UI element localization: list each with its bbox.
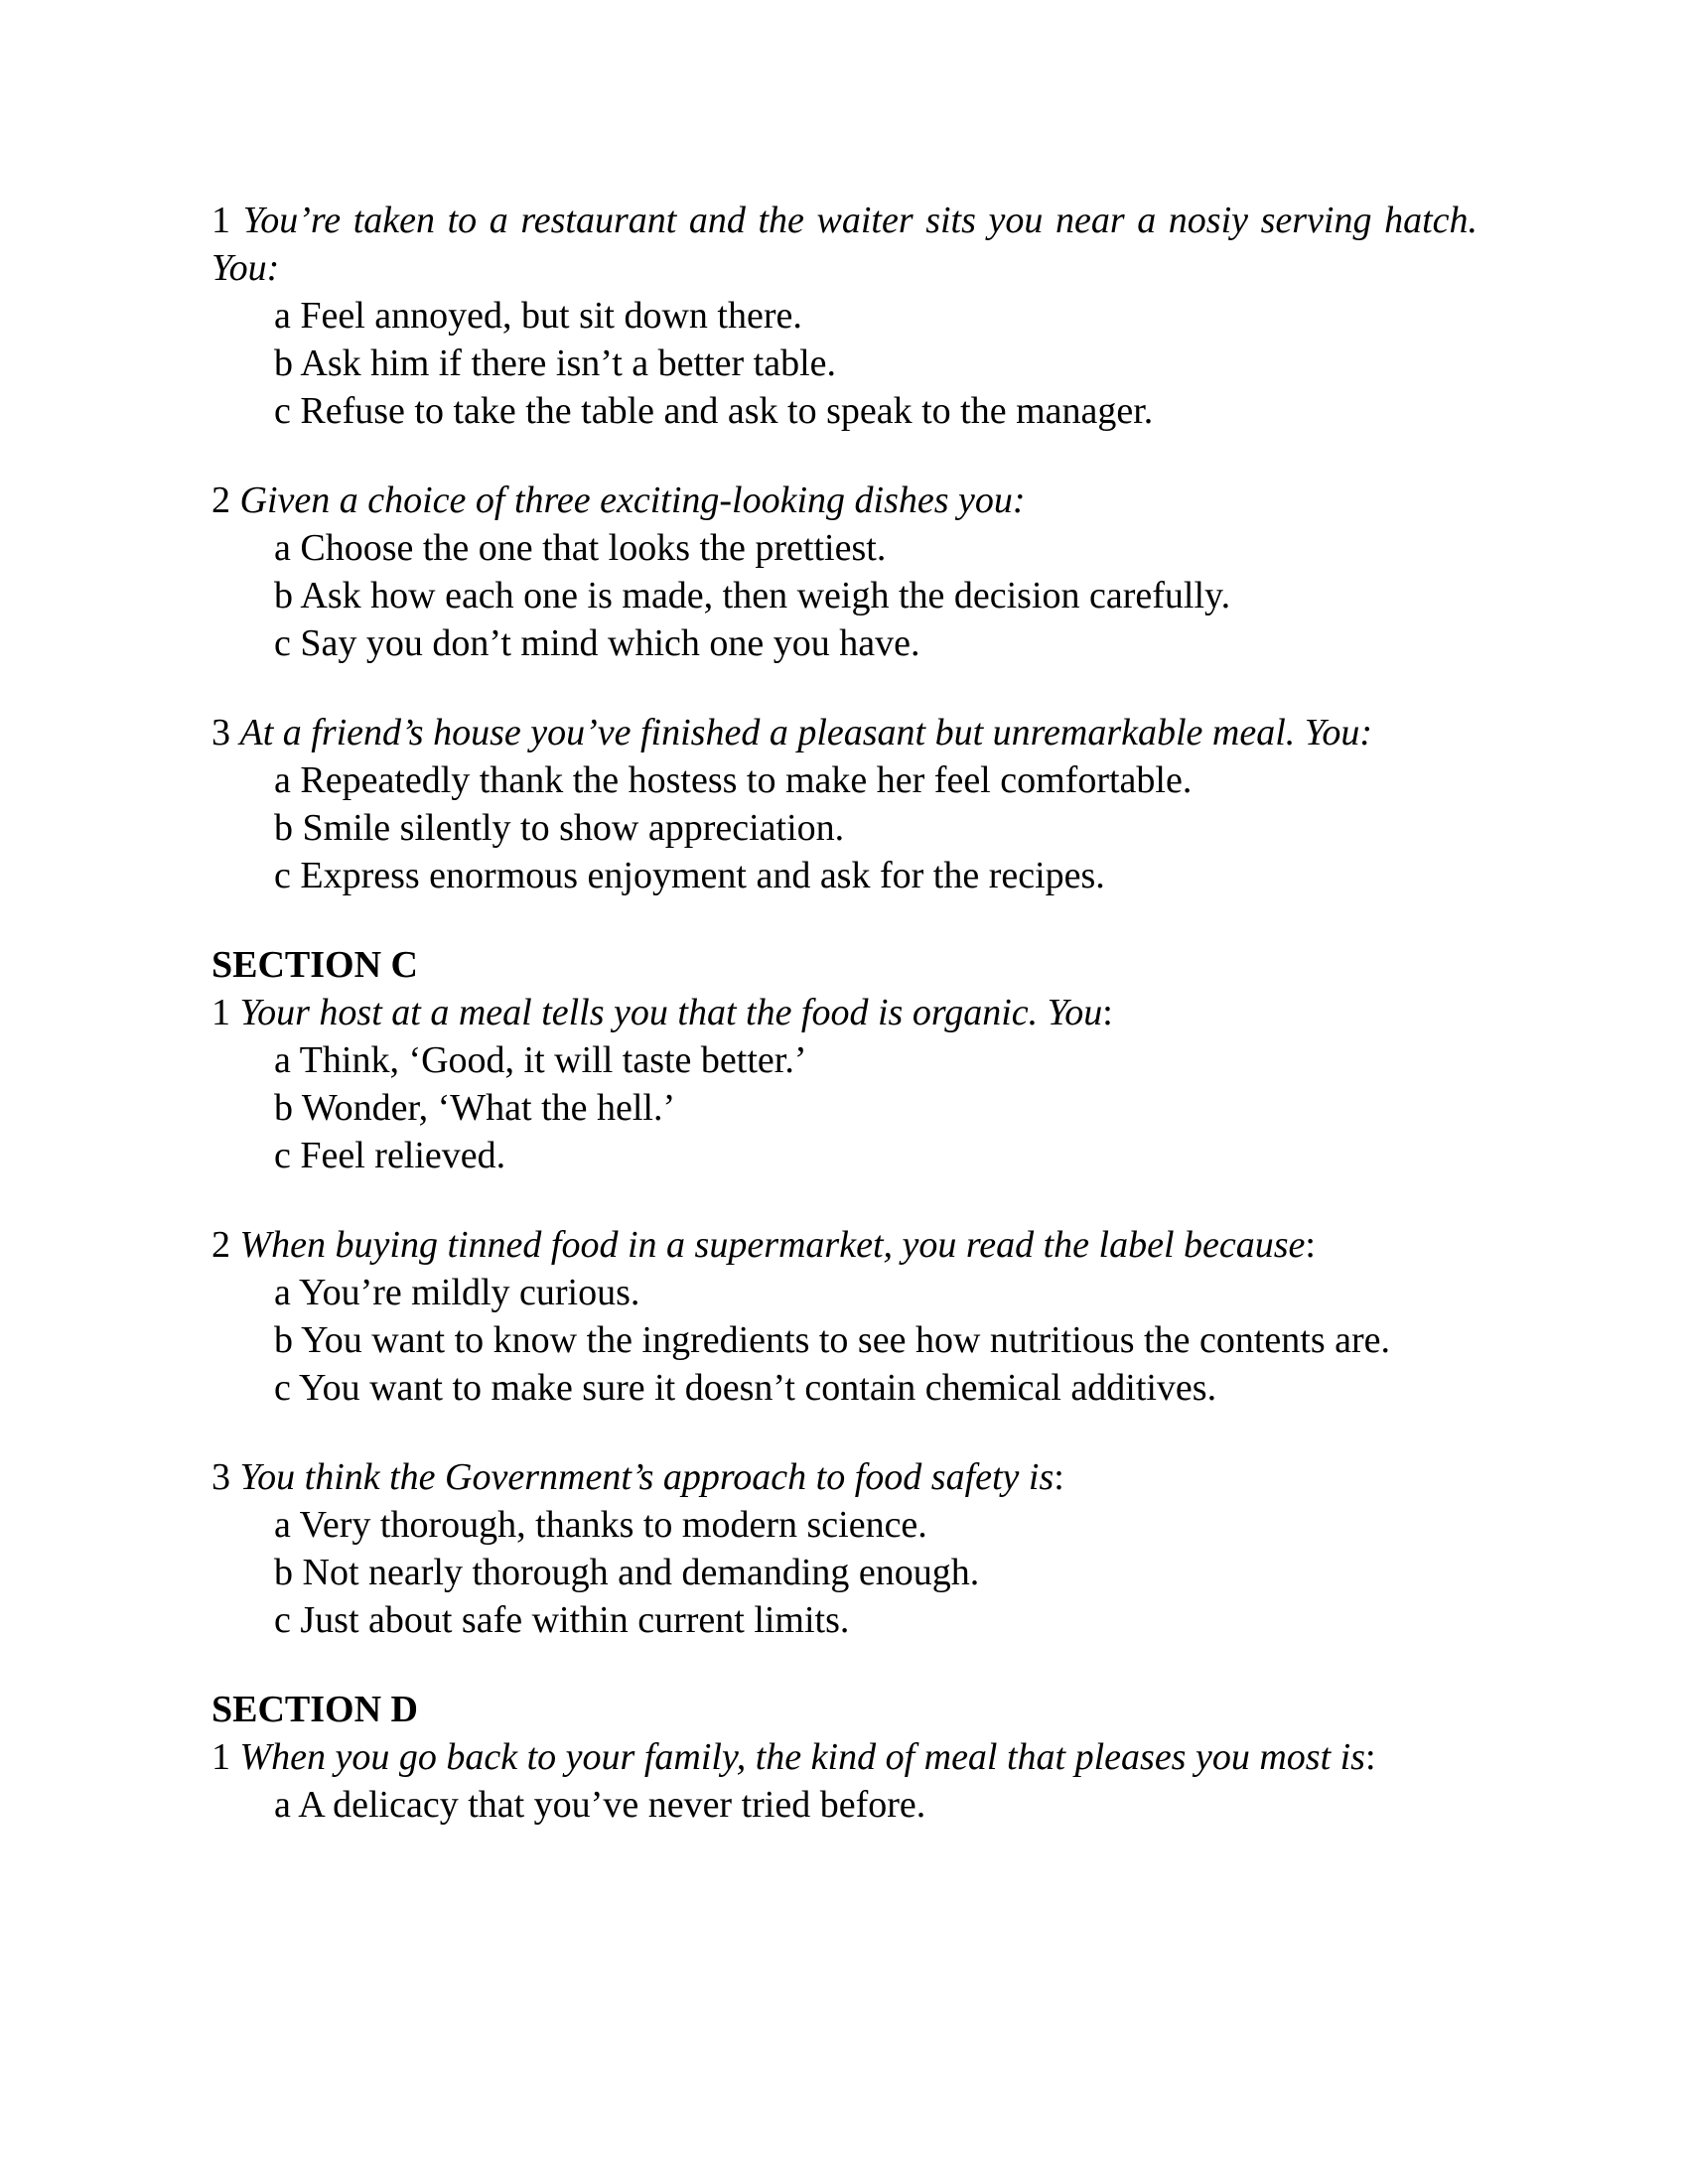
option-b: b Ask him if there isn’t a better table. — [274, 342, 836, 384]
question-prompt: You think the Government’s approach to food safety is — [239, 1456, 1055, 1498]
questionnaire-content — [211, 197, 1477, 1829]
section-c-question-3 — [211, 1453, 1477, 1501]
question-prompt: Given a choice of three exciting-looking dishes you: — [239, 479, 1026, 521]
option-b: b Ask how each one is made, then weigh the decision carefully. — [274, 575, 1231, 616]
question-3 — [211, 709, 1477, 756]
question-number: 3 — [211, 712, 230, 753]
option-b: b Wonder, ‘What the hell.’ — [274, 1087, 676, 1129]
option-c: c Refuse to take the table and ask to speak to the manager. — [274, 390, 1154, 432]
option-a: a You’re mildly curious. — [274, 1272, 640, 1313]
option-b: b Not nearly thorough and demanding enough. — [274, 1552, 980, 1593]
question-prompt: At a friend’s house you’ve finished a pleasant but unremarkable meal. You: — [239, 712, 1373, 753]
option-a: a Repeatedly thank the hostess to make her feel comfortable. — [274, 759, 1193, 801]
question-number: 1 — [211, 1736, 230, 1778]
option-c: c Say you don’t mind which one you have. — [274, 622, 920, 664]
option-a: a A delicacy that you’ve never tried before. — [274, 1784, 926, 1826]
question-1 — [211, 197, 1477, 292]
option-c: c You want to make sure it doesn’t contain chemical additives. — [274, 1367, 1217, 1409]
question-number: 1 — [211, 992, 230, 1033]
question-2 — [211, 477, 1477, 524]
option-b: b Smile silently to show appreciation. — [274, 807, 845, 849]
question-prompt: When you go back to your family, the kind of meal that pleases you most is — [239, 1736, 1365, 1778]
question-prompt: When buying tinned food in a supermarket, you read the label because — [239, 1224, 1306, 1266]
question-tail: : — [1054, 1456, 1064, 1498]
option-c: c Express enormous enjoyment and ask for the recipes. — [274, 855, 1105, 896]
option-a: a Choose the one that looks the prettiest. — [274, 527, 887, 569]
question-prompt: Your host at a meal tells you that the food is organic. You — [239, 992, 1103, 1033]
question-number: 2 — [211, 1224, 230, 1266]
option-a: a Think, ‘Good, it will taste better.’ — [274, 1039, 807, 1081]
section-c-question-1 — [211, 989, 1477, 1036]
section-d-heading: SECTION D — [211, 1689, 418, 1730]
section-d-question-1 — [211, 1733, 1477, 1781]
option-c: c Just about safe within current limits. — [274, 1599, 850, 1641]
section-c-heading: SECTION C — [211, 944, 418, 986]
option-a: a Very thorough, thanks to modern science. — [274, 1504, 927, 1546]
question-tail: : — [1102, 992, 1113, 1033]
question-number: 2 — [211, 479, 230, 521]
section-c-question-2 — [211, 1221, 1477, 1269]
option-b: b You want to know the ingredients to see how nutritious the contents are. — [274, 1319, 1391, 1361]
option-c: c Feel relieved. — [274, 1135, 506, 1176]
question-number: 3 — [211, 1456, 230, 1498]
question-tail: : — [1305, 1224, 1316, 1266]
question-tail: : — [1364, 1736, 1376, 1778]
option-a: a Feel annoyed, but sit down there. — [274, 295, 802, 337]
question-prompt: You’re taken to a restaurant and the waiter sits you near a nosiy serving hatch. You: — [211, 200, 1477, 289]
question-number: 1 — [211, 200, 230, 241]
